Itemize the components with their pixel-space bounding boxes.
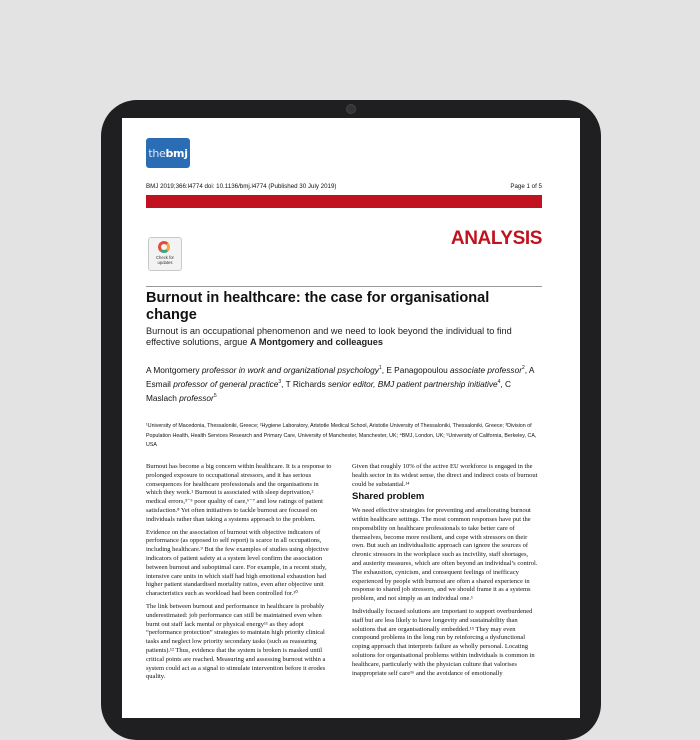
standfirst — [146, 326, 546, 348]
camera-icon — [346, 104, 356, 114]
body-column-right — [352, 463, 538, 682]
section-label: ANALYSIS — [450, 228, 542, 249]
article-title: Burnout in healthcare: the case for organisational change — [146, 290, 490, 323]
paragraph: Burnout has become a big concern within healthcare. It is a response to prolonged exposure to occupational stressors, and it has serious consequences for healthcare professionals and the organisations in which they work.¹ Burnout is associated with sleep deprivation,² medical errors,³⁻⁵ poor quality of care,⁶⁻⁷ and low ratings of patient satisfaction.⁸ Yet often initiatives to tackle burnout are focused on individuals rather than taking a systems approach to the problem. — [146, 463, 332, 523]
author-role: senior editor, BMJ patient partnership initiative — [327, 378, 498, 389]
page-number: Page 1 of 5 — [510, 183, 542, 190]
author-separator: , — [524, 364, 529, 375]
author-affiliation-ref: 4 — [497, 378, 501, 385]
paragraph: Individually focused solutions are important to support overburdened staff but are less likely to have longevity and sustainability than solutions that are organisationally embedded.¹⁵ They may even compound problems in the long run by reinforcing a dysfunctional coping approach that interprets failure as wholly personal. Locating solutions for organisational problems within individuals is common in healthcare, particularly with the physician culture that valorises inappropriate self care¹⁶ and the avoidance of emotionally — [352, 607, 535, 677]
paragraph: Evidence on the association of burnout with objective indicators of performance (as opposed to self report) is scarce in all occupations, including healthcare.⁹ But the few examples of studies using objective indicators of patient safety at a system level confirm the association between burnout and suboptimal care. For example, in a recent study, intensive care units in which staff had high emotional exhaustion had higher patient standardised mortality ratios, even after objective unit characteristics such as workload had been controlled for.¹⁰ — [146, 528, 329, 598]
author-name: A Esmail — [146, 364, 534, 389]
document-page[interactable] — [122, 118, 580, 718]
author-affiliation-ref: 2 — [521, 365, 525, 371]
author-separator: , — [500, 378, 506, 389]
check-for-updates-badge[interactable] — [148, 237, 182, 271]
author-affiliation-ref: 5 — [213, 392, 217, 399]
affiliations: ¹University of Macedonia, Thessaloniki, Greece; ²Hygiene Laboratory, Aristotle Medical School, Aristotle University of Thessaloniki, Thessaloniki, Greece; ³Division of Population Health, Health Services Research and Primary Care, University of Manchester, Manchester, UK; ⁴BMJ, London, UK; ⁵University of California, Berkeley, CA, USA — [146, 423, 537, 448]
author-role: professor — [179, 392, 214, 403]
crossmark-icon — [158, 241, 170, 253]
paragraph: Given that roughly 10% of the active EU workforce is engaged in the health sector in its widest sense, the direct and indirect costs of burnout could be substantial.¹⁴ — [352, 463, 538, 488]
author-name: A Montgomery — [146, 364, 200, 375]
bmj-logo: the bmj — [146, 138, 190, 168]
author-name: E Panagopoulou — [386, 364, 448, 375]
author-affiliation-ref: 1 — [378, 365, 382, 371]
body-column-left — [146, 463, 332, 686]
paragraph: The link between burnout and performance in healthcare is probably underestimated: job performance can still be maintained even when burnt out staff lack mental or physical energy¹¹ as they adopt “performance protection” strategies to maintain high priority clinical tasks and neglect low priority secondary tasks (such as reassuring patients).¹² Thus, evidence that the system is broken is masked until critical points are reached. Measuring and assessing burnout within a system could act as a signal to stimulate intervention before it erodes quality. — [146, 602, 326, 681]
author-role: associate professor — [450, 364, 522, 375]
header-red-bar — [146, 195, 542, 208]
author-role: professor of general practice — [173, 378, 279, 389]
standfirst-text: Burnout is an occupational phenomenon and we need to look beyond the individual to find effective solutions, argue — [146, 326, 512, 347]
paragraph: We need effective strategies for preventing and ameliorating burnout within healthcare settings. The most common responses have put the responsibility on healthcare professionals to take better care of themselves, become more resilient, and cope with stressors on their own. But such an individualistic approach can ignore the sources of chronic stressors in the workplace such as incivility, staff shortages, and austerity measures, which are often beyond an individual’s control. The exhaustion, cynicism, and consequent feelings of inefficacy experienced by people with burnout are often a shared experience in response to shared job stressors, and we should frame it as a systems problem, and not simply as an individual one.¹ — [352, 507, 538, 603]
author-list — [146, 362, 544, 403]
author-role: professor in work and organizational psychology — [201, 364, 379, 375]
citation-line: BMJ 2019;366:l4774 doi: 10.1136/bmj.l4774 (Published 30 July 2019) — [146, 183, 337, 190]
badge-text: Check for updates — [156, 255, 174, 265]
title-divider — [146, 286, 542, 287]
author-separator: , — [281, 378, 286, 389]
author-affiliation-ref: 3 — [278, 378, 282, 385]
author-name: C Maslach — [146, 378, 512, 403]
section-heading: Shared problem — [352, 491, 425, 503]
standfirst-authors: A Montgomery and colleagues — [250, 337, 383, 347]
author-separator: , — [381, 364, 387, 375]
author-name: T Richards — [285, 378, 326, 389]
